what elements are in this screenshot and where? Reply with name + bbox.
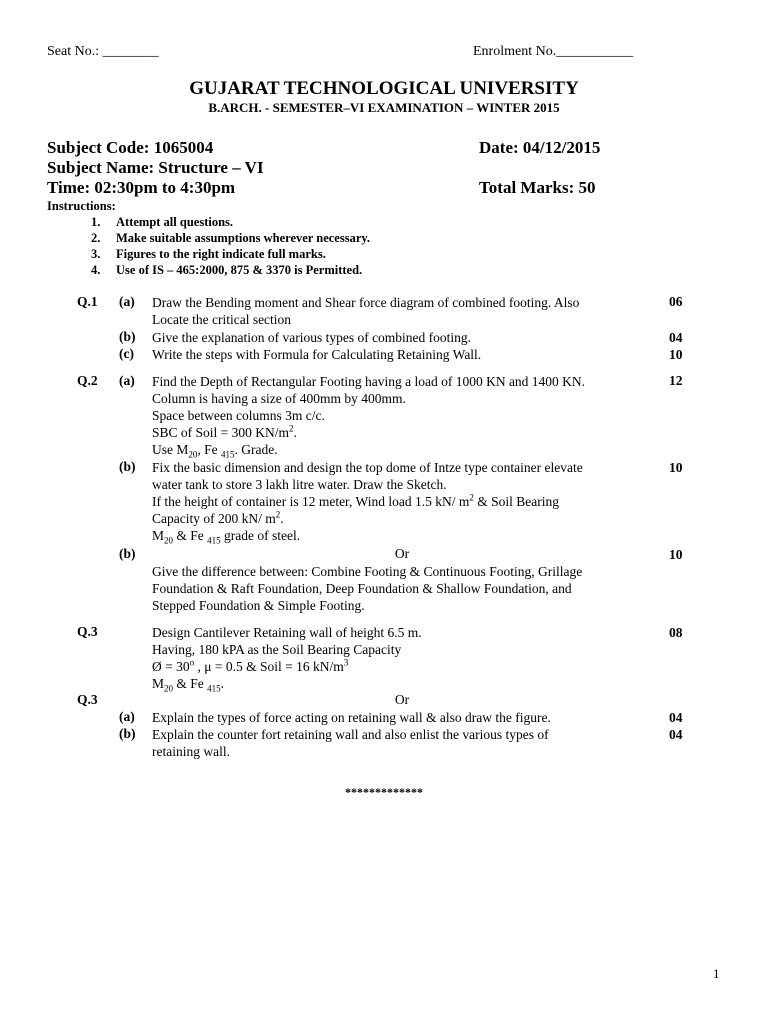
question-text: Draw the Bending moment and Shear force diagram of combined footing. Also Locate the critical section bbox=[152, 295, 580, 327]
seat-no: Seat No.: ________ bbox=[47, 44, 159, 59]
or-separator: Or bbox=[394, 692, 410, 707]
question-marks: 04 bbox=[669, 727, 683, 742]
question-marks: 12 bbox=[669, 373, 683, 388]
question-text: Give the difference between: Combine Footing & Continuous Footing, Grillage Foundation & Raft Foundation, Deep Foundation & Shallow Foundation, and Stepped Foundation & Simple Footing. bbox=[152, 564, 583, 613]
question-text: Explain the counter fort retaining wall and also enlist the various types of retaining wall. bbox=[152, 727, 549, 759]
question-number: Q.3 bbox=[77, 692, 98, 707]
part-label: (a) bbox=[119, 294, 135, 309]
or-separator: Or bbox=[394, 546, 410, 561]
question-text: Give the explanation of various types of combined footing. bbox=[152, 330, 472, 345]
part-label: (b) bbox=[119, 546, 136, 561]
question-marks: 06 bbox=[669, 294, 683, 309]
exam-time: Time: 02:30pm to 4:30pm bbox=[47, 178, 236, 197]
question-marks: 04 bbox=[669, 330, 683, 345]
subject-name: Subject Name: Structure – VI bbox=[47, 158, 264, 177]
exam-date: Date: 04/12/2015 bbox=[479, 138, 601, 157]
enrolment-no: Enrolment No.___________ bbox=[473, 44, 634, 59]
question-marks: 08 bbox=[669, 625, 683, 640]
total-marks: Total Marks: 50 bbox=[479, 178, 596, 197]
exam-title: B.ARCH. - SEMESTER–VI EXAMINATION – WINTER 2015 bbox=[208, 100, 560, 115]
question-text: Explain the types of force acting on retaining wall & also draw the figure. bbox=[152, 710, 551, 725]
question-marks: 10 bbox=[669, 460, 683, 475]
instruction-item: 4. Use of IS – 465:2000, 875 & 3370 is Permitted. bbox=[91, 263, 363, 277]
question-number: Q.1 bbox=[77, 294, 98, 309]
instruction-item: 3. Figures to the right indicate full marks. bbox=[91, 247, 326, 261]
university-title: GUJARAT TECHNOLOGICAL UNIVERSITY bbox=[189, 78, 579, 99]
question-number: Q.3 bbox=[77, 624, 98, 639]
question-marks: 10 bbox=[669, 347, 683, 362]
subject-code: Subject Code: 1065004 bbox=[47, 138, 214, 157]
question-marks: 10 bbox=[669, 547, 683, 562]
page-number: 1 bbox=[713, 966, 720, 981]
part-label: (b) bbox=[119, 726, 136, 741]
part-label: (a) bbox=[119, 709, 135, 724]
question-number: Q.2 bbox=[77, 373, 98, 388]
instructions-title: Instructions: bbox=[47, 199, 116, 213]
question-text: Write the steps with Formula for Calculating Retaining Wall. bbox=[152, 347, 482, 362]
part-label: (c) bbox=[119, 346, 134, 361]
question-text: Design Cantilever Retaining wall of height 6.5 m. Having, 180 kPA as the Soil Bearing Capacity Ø = $30^o$ , μ = 0.5 & Soil = 16 $kN/m^3$ $M_{20}$ & Fe $_{415}$. bbox=[152, 625, 422, 694]
question-text: Find the Depth of Rectangular Footing having a load of 1000 KN and 1400 KN. Column is having a size of 400mm by 400mm. Space between columns 3m c/c. SBC of Soil = 300 $KN/m^2$. Use $M_{20}$, Fe $_{415}$. Grade. bbox=[152, 374, 586, 460]
instruction-item: 1. Attempt all questions. bbox=[91, 215, 234, 229]
question-text: Fix the basic dimension and design the top dome of Intze type container elevate water tank to store 3 lakh litre water. Draw the Sketch. If the height of container is 12 meter, Wind load 1.5 kN/ $m^2$ & Soil Bearing Capacity of 200 kN/ $m^2$. $M_{20}$ & Fe $_{415}$ grade of steel. bbox=[152, 460, 583, 546]
part-label: (a) bbox=[119, 373, 135, 388]
instruction-item: 2. Make suitable assumptions wherever necessary. bbox=[91, 231, 371, 245]
part-label: (b) bbox=[119, 459, 136, 474]
part-label: (b) bbox=[119, 329, 136, 344]
end-marker: ************* bbox=[345, 785, 423, 799]
question-marks: 04 bbox=[669, 710, 683, 725]
